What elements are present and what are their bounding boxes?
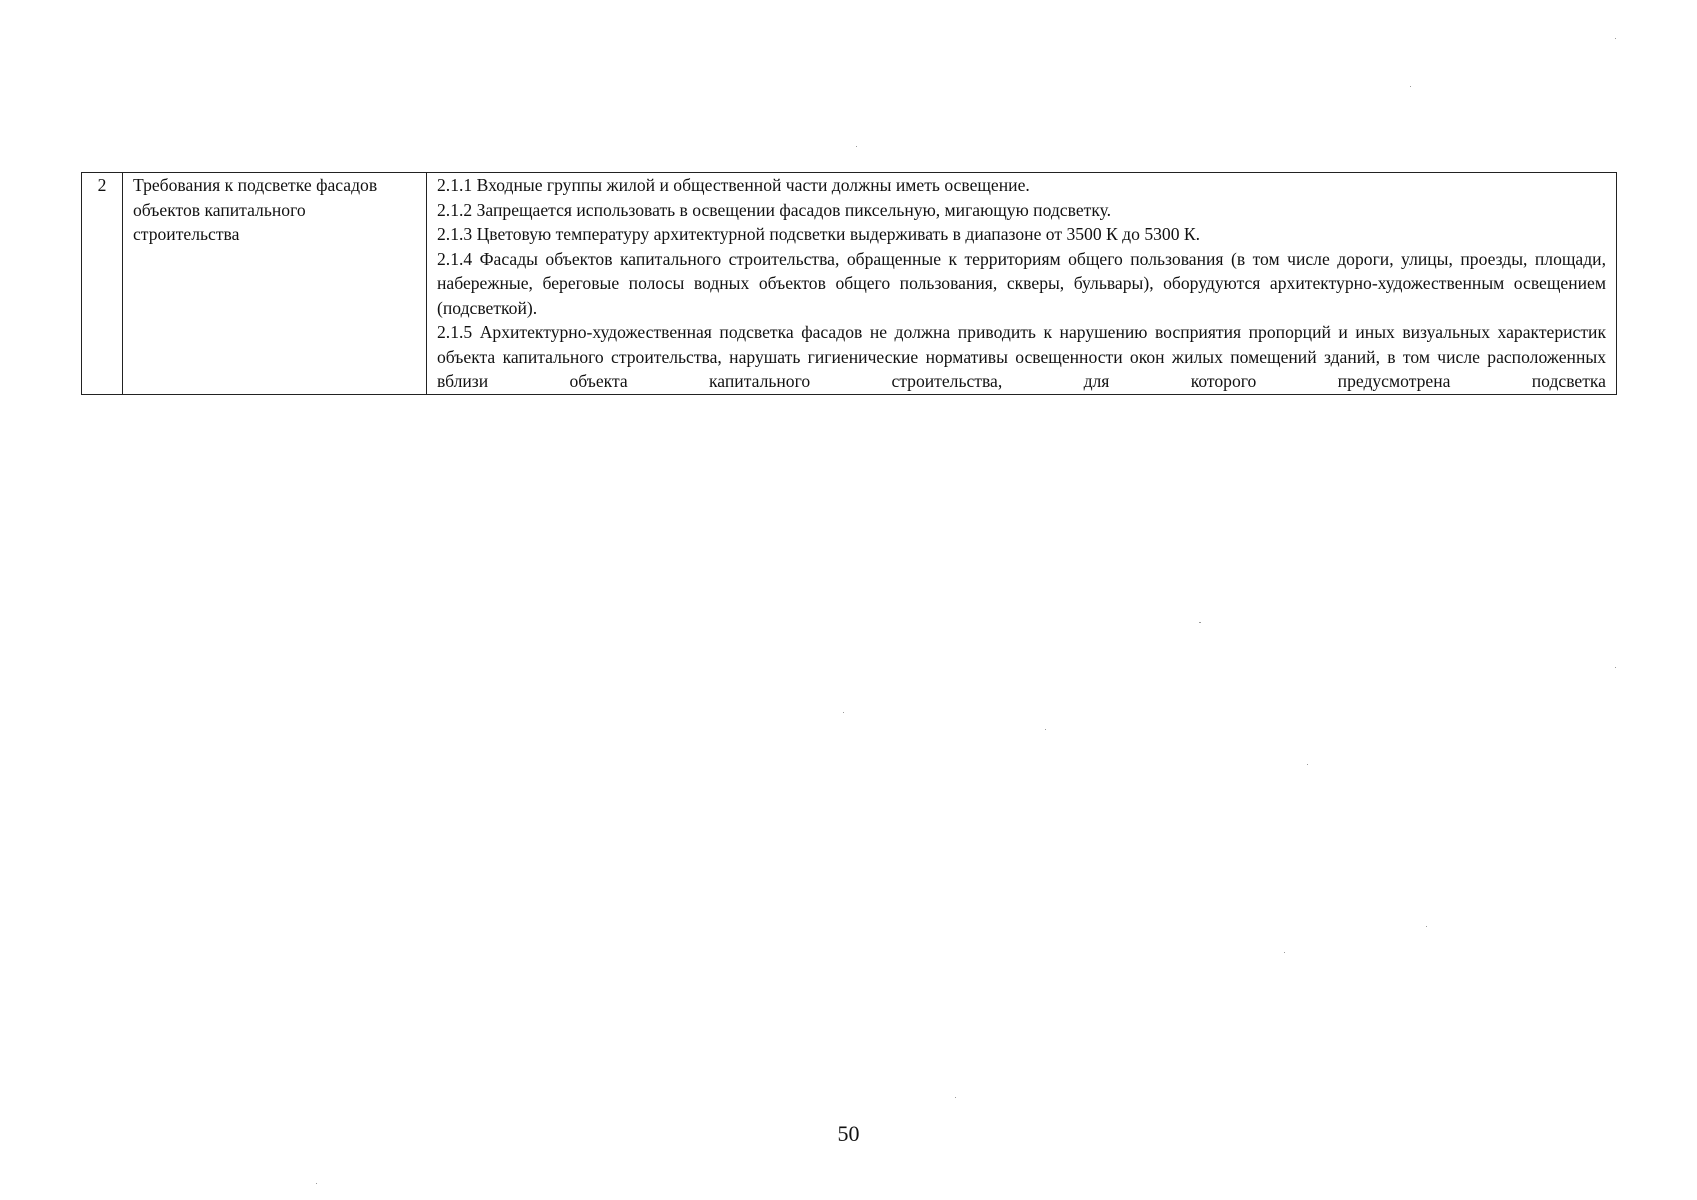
scan-speck — [856, 146, 857, 147]
table-row — [82, 173, 1617, 395]
scan-speck — [1615, 667, 1616, 668]
scan-speck — [1410, 86, 1411, 87]
scan-speck — [1284, 952, 1285, 953]
scan-speck — [1615, 38, 1616, 39]
scan-speck — [316, 1183, 317, 1184]
requirement-item-2-1-2: 2.1.2 Запрещается использовать в освещении фасадов пиксельную, мигающую подсветку. — [437, 199, 1112, 220]
row-number: 2 — [97, 175, 107, 195]
requirement-item-2-1-5: 2.1.5 Архитектурно-художественная подсветка фасадов не должна приводить к нарушению восприятия пропорций и иных визуальных характеристик объекта капитального строительства, нарушать гигиенические нормативы освещенности окон жилых помещений зданий, в том числе расположенных вблизи объекта капитального строительства, для которого предусмотрена подсветка — [437, 322, 1606, 391]
requirements-table — [81, 172, 1617, 395]
scan-speck — [1426, 926, 1427, 927]
scan-speck — [955, 1097, 956, 1098]
requirement-item-2-1-3: 2.1.3 Цветовую температуру архитектурной подсветки выдерживать в диапазоне от 3500 К до 5300 К. — [437, 224, 1201, 244]
requirement-item-2-1-4: 2.1.4 Фасады объектов капитального строительства, обращенные к территориям общего пользования (в том числе дороги, улицы, проезды, площади, набережные, береговые полосы водных объектов общего пользования, скверы, бульвары), оборудуются архитектурно-художественным освещением (подсветкой). — [437, 248, 1606, 318]
scan-speck — [1199, 622, 1201, 623]
requirements-cell — [427, 173, 1617, 395]
scan-speck — [1307, 764, 1308, 765]
section-title: Требования к подсветке фасадов объектов капитального строительства — [133, 175, 378, 244]
section-title-cell — [123, 173, 427, 395]
scan-speck — [843, 712, 844, 713]
scan-speck — [1045, 729, 1046, 730]
row-number-cell — [82, 173, 123, 395]
requirement-item-2-1-1: 2.1.1 Входные группы жилой и общественной части должны иметь освещение. — [437, 175, 1030, 195]
page-number: 50 — [837, 1121, 860, 1146]
